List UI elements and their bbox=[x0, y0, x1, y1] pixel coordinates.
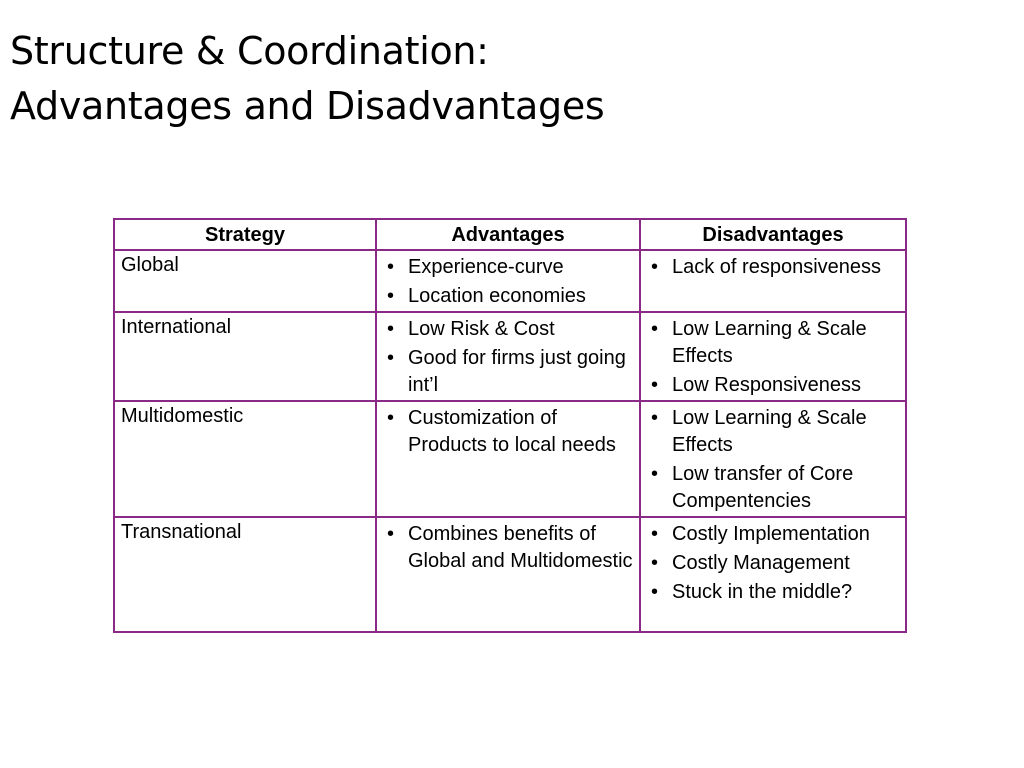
disadvantage-text: Costly Management bbox=[672, 552, 850, 574]
advantages-cell bbox=[376, 312, 640, 401]
bullet-icon: • bbox=[651, 374, 659, 396]
bullet-icon: • bbox=[651, 318, 659, 340]
disadvantages-list bbox=[647, 316, 901, 399]
strategy-cell: Global bbox=[114, 250, 376, 312]
advantages-cell bbox=[376, 517, 640, 632]
table-row bbox=[114, 517, 906, 632]
header-strategy: Strategy bbox=[114, 219, 376, 250]
disadvantage-text: Low transfer of Core Compentencies bbox=[672, 463, 854, 512]
bullet-icon: • bbox=[651, 581, 659, 603]
disadvantage-text: Low Learning & Scale Effects bbox=[672, 318, 867, 367]
bullet-icon: • bbox=[651, 407, 659, 429]
bullet-icon: • bbox=[387, 347, 395, 369]
list-item bbox=[647, 254, 901, 281]
list-item bbox=[383, 521, 635, 575]
disadvantage-text: Stuck in the middle? bbox=[672, 581, 853, 603]
list-item bbox=[647, 372, 901, 399]
advantage-text: Combines benefits of Global and Multidomestic bbox=[408, 523, 633, 572]
disadvantages-cell bbox=[640, 312, 906, 401]
strategy-table bbox=[113, 218, 907, 633]
bullet-icon: • bbox=[651, 463, 659, 485]
slide-title-line-2: Advantages and Disadvantages bbox=[10, 84, 605, 128]
list-item bbox=[647, 521, 901, 548]
disadvantages-cell bbox=[640, 517, 906, 632]
disadvantages-list bbox=[647, 405, 901, 515]
advantages-list bbox=[383, 521, 635, 575]
disadvantage-text: Low Learning & Scale Effects bbox=[672, 407, 867, 456]
table-row bbox=[114, 312, 906, 401]
list-item bbox=[647, 316, 901, 370]
header-disadvantages: Disadvantages bbox=[640, 219, 906, 250]
strategy-cell: International bbox=[114, 312, 376, 401]
list-item bbox=[647, 550, 901, 577]
list-item bbox=[383, 254, 635, 281]
disadvantage-text: Costly Implementation bbox=[672, 523, 870, 545]
disadvantages-list bbox=[647, 521, 901, 606]
bullet-icon: • bbox=[387, 285, 395, 307]
table-row bbox=[114, 250, 906, 312]
advantages-cell bbox=[376, 401, 640, 517]
list-item bbox=[647, 405, 901, 459]
bullet-icon: • bbox=[651, 552, 659, 574]
bullet-icon: • bbox=[651, 256, 659, 278]
strategy-cell: Multidomestic bbox=[114, 401, 376, 517]
table-row bbox=[114, 401, 906, 517]
bullet-icon: • bbox=[651, 523, 659, 545]
advantage-text: Low Risk & Cost bbox=[408, 318, 555, 340]
list-item bbox=[383, 405, 635, 459]
bullet-icon: • bbox=[387, 318, 395, 340]
advantages-list bbox=[383, 405, 635, 459]
table-header-row bbox=[114, 219, 906, 250]
bullet-icon: • bbox=[387, 407, 395, 429]
list-item bbox=[383, 283, 635, 310]
slide-title bbox=[10, 24, 1010, 134]
list-item bbox=[647, 579, 901, 606]
header-advantages: Advantages bbox=[376, 219, 640, 250]
strategy-cell: Transnational bbox=[114, 517, 376, 632]
advantages-cell bbox=[376, 250, 640, 312]
disadvantages-list bbox=[647, 254, 901, 281]
bullet-icon: • bbox=[387, 523, 395, 545]
disadvantage-text: Low Responsiveness bbox=[672, 374, 861, 396]
bullet-icon: • bbox=[387, 256, 395, 278]
list-item bbox=[383, 345, 635, 399]
advantage-text: Experience-curve bbox=[408, 256, 564, 278]
disadvantages-cell bbox=[640, 401, 906, 517]
list-item bbox=[383, 316, 635, 343]
advantage-text: Location economies bbox=[408, 285, 586, 307]
advantage-text: Customization of Products to local needs bbox=[408, 407, 616, 456]
list-item bbox=[647, 461, 901, 515]
advantage-text: Good for firms just going int’l bbox=[408, 347, 626, 396]
advantages-list bbox=[383, 316, 635, 399]
advantages-list bbox=[383, 254, 635, 310]
slide-title-line-1: Structure & Coordination: bbox=[10, 29, 489, 73]
disadvantage-text: Lack of responsiveness bbox=[672, 256, 882, 278]
disadvantages-cell bbox=[640, 250, 906, 312]
